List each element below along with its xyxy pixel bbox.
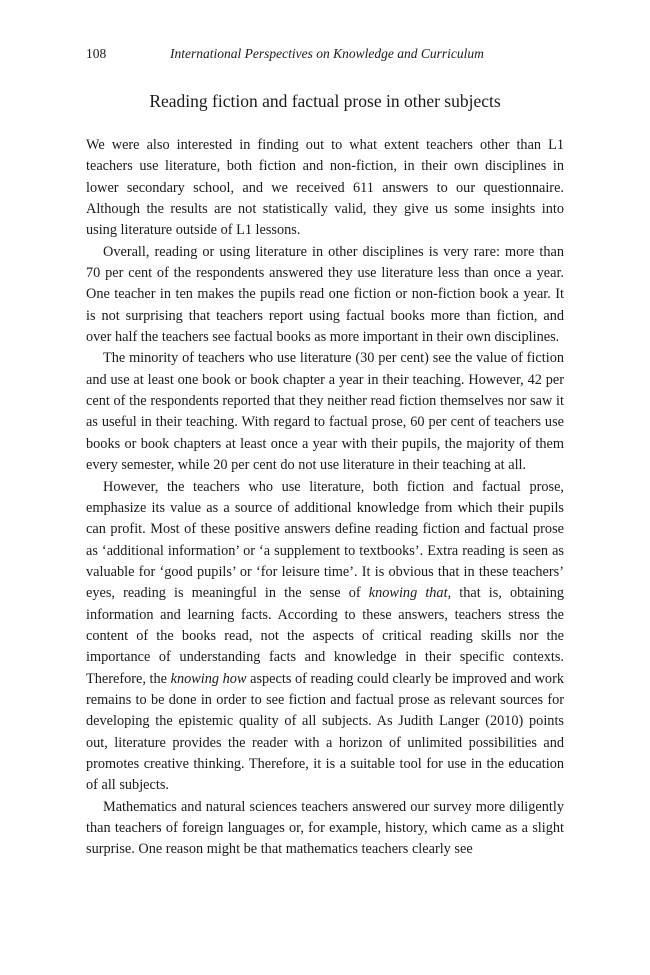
paragraph-4: [86, 477, 564, 797]
paragraph-2: Overall, reading or using literature in other disciplines is very rare: more than 70 per cent of the respondents answered they use literature less than once a year. One teacher in ten makes the pupils read one fiction or non-fiction book a year. It is not surprising that teachers report using factual books more than fiction, and over half the teachers see factual books as more important in their own disciplines.: [86, 243, 564, 346]
paragraph-4-part-1: However, the teachers who use literature, both fiction and factual prose, emphasize its value as a source of additional knowledge from which their pupils can profit. Most of these positive answers define reading fiction and factual prose as ‘additional information’ or ‘a supplement to textbooks’. Extra reading is seen as valuable for ‘good pupils’ or ‘for leisure time’. It is obvious that in these teachers’ eyes, reading is meaningful in the sense of: [86, 478, 564, 602]
running-title: International Perspectives on Knowledge and Curriculum: [170, 46, 484, 61]
paragraph-3: The minority of teachers who use literature (30 per cent) see the value of fiction and use at least one book or book chapter a year in their teaching. However, 42 per cent of the respondents reported that they neither read fiction themselves nor saw it as useful in their teaching. With regard to factual prose, 60 per cent of teachers use books or book chapters at least once a year with their pupils, the majority of them every semester, while 20 per cent do not use literature in their teaching at all.: [86, 350, 564, 474]
running-header: [86, 44, 564, 64]
section-heading: Reading fiction and factual prose in other subjects: [149, 91, 501, 111]
page-number: 108: [86, 46, 107, 61]
body-text: [86, 135, 564, 861]
paragraph-5: Mathematics and natural sciences teachers answered our survey more diligently than teachers of foreign languages or, for example, history, which came as a slight surprise. One reason might be that mathematics teachers clearly see: [86, 798, 564, 858]
paragraph-4-part-3: aspects of reading could clearly be improved and work remains to be done in order to see fiction and factual prose as relevant sources for developing the epistemic quality of all subjects. As Judith Langer (2010) points out, literature provides the reader with a horizon of unlimited possibilities and promotes creative thinking. Therefore, it is a suitable tool for use in the education of all subjects.: [86, 670, 564, 794]
paragraph-4-part-2: , that is, obtaining information and learning facts. According to these answers, teachers stress the content of the books read, not the aspects of critical reading skills nor the importance of understanding facts and knowledge in their specific contexts. Therefore, the: [86, 585, 564, 687]
emphasis-knowing-how: knowing how: [170, 670, 247, 687]
paragraph-1: We were also interested in finding out to what extent teachers other than L1 teachers use literature, both fiction and non-fiction, in their own disciplines in lower secondary school, and we received 611 answers to our questionnaire. Although the results are not statistically valid, they give us some insights into using literature outside of L1 lessons.: [86, 137, 564, 239]
emphasis-knowing-that: knowing that: [368, 585, 448, 602]
